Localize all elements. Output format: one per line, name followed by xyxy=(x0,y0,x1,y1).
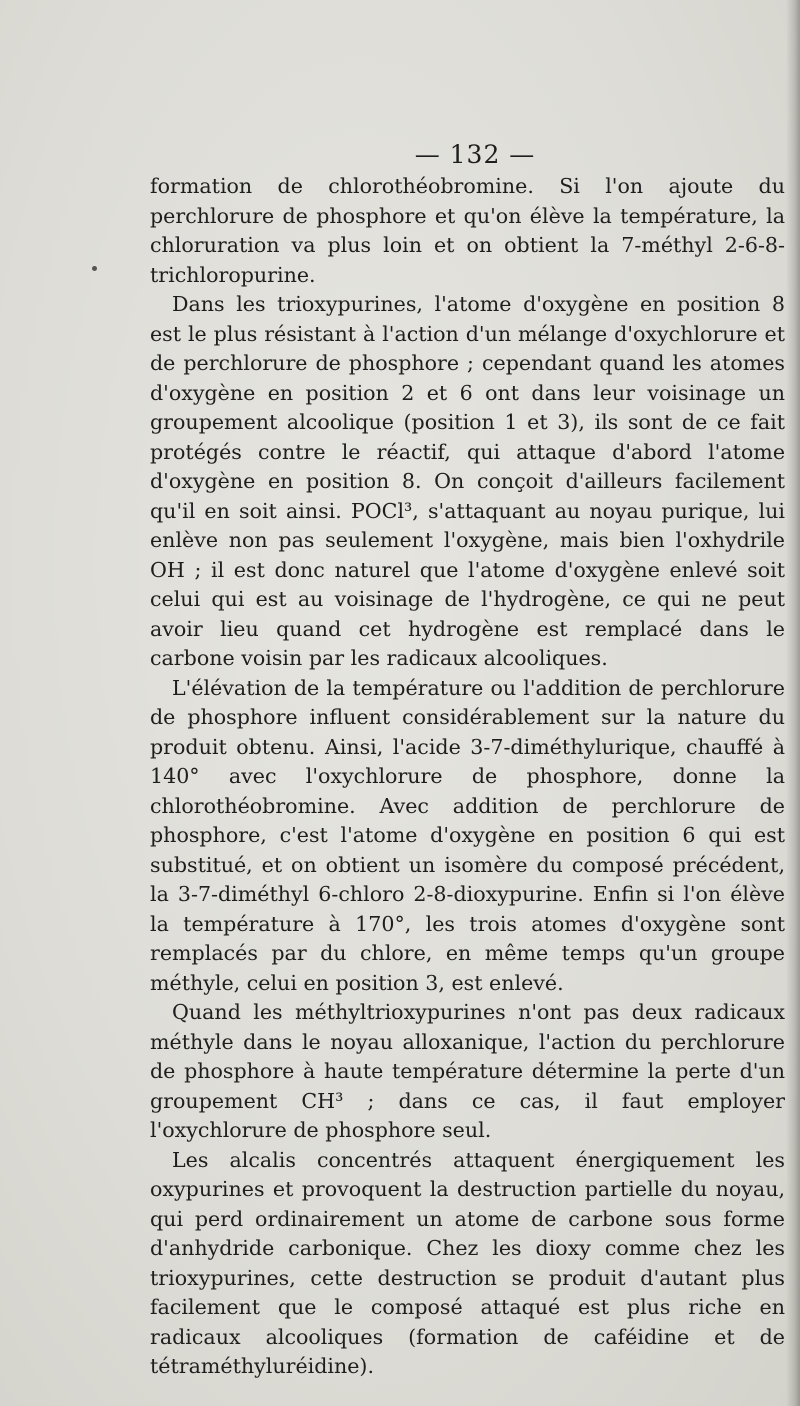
paragraph-continuation: formation de chlorothéobromine. Si l'on ajoute du perchlorure de phosphore et qu'on élève la température, la chloruration va plus loin et on obtient la 7-méthyl 2-6-8-trichloropurine. xyxy=(150,174,785,287)
paragraph-alcalis: Les alcalis concentrés attaquent énergiquement les oxypurines et provoquent la destruction partielle du noyau, qui perd ordinairement un atome de carbone sous forme d'anhydride carbonique. Chez les dioxy comme chez les trioxypurines, cette destruction se produit d'autant plus facilement que le composé attaqué est plus riche en radicaux alcooliques (formation de caféidine et de tétraméthyluréidine). xyxy=(150,1147,785,1378)
paragraph-temperature: L'élévation de la température ou l'addition de perchlorure de phosphore influent considérablement sur la nature du produit obtenu. Ainsi, l'acide 3-7-diméthylurique, chauffé à 140° avec l'oxychlorure de phosphore, donne la chlorothéobromine. Avec addition de perchlorure de phosphore, c'est l'atome d'oxygène en position 6 qui est substitué, et on obtient un isomère du composé précédent, la 3-7-diméthyl 6-chloro 2-8-dioxypurine. Enfin si l'on élève la température à 170°, les trois atomes d'oxygène sont remplacés par du chlore, en même temps qu'un groupe méthyle, celui en position 3, est enlevé. xyxy=(150,675,785,995)
page-number: — 132 — xyxy=(414,140,536,169)
ink-speck xyxy=(92,266,97,271)
page-edge-shadow xyxy=(786,0,800,1406)
paragraph-methyltrioxypurines: Quand les méthyltrioxypurines n'ont pas deux radicaux méthyle dans le noyau alloxanique, l'action du perchlorure de phosphore à haute température détermine la perte d'un groupement CH³ ; dans ce cas, il faut employer l'oxychlorure de phosphore seul. xyxy=(150,1000,785,1142)
body-text xyxy=(150,172,785,1382)
paragraph-trioxypurines: Dans les trioxypurines, l'atome d'oxygène en position 8 est le plus résistant à l'action d'un mélange d'oxychlorure et de perchlorure de phosphore ; cependant quand les atomes d'oxygène en position 2 et 6 ont dans leur voisinage un groupement alcoolique (position 1 et 3), ils sont de ce fait protégés contre le réactif, qui attaque d'abord l'atome d'oxygène en position 8. On conçoit d'ailleurs facilement qu'il en soit ainsi. POCl³, s'attaquant au noyau purique, lui enlève non pas seulement l'oxygène, mais bien l'oxhydrile OH ; il est donc naturel que l'atome d'oxygène enlevé soit celui qui est au voisinage de l'hydrogène, ce qui ne peut avoir lieu quand cet hydrogène est remplacé dans le carbone voisin par les radicaux alcooliques. xyxy=(150,292,785,670)
